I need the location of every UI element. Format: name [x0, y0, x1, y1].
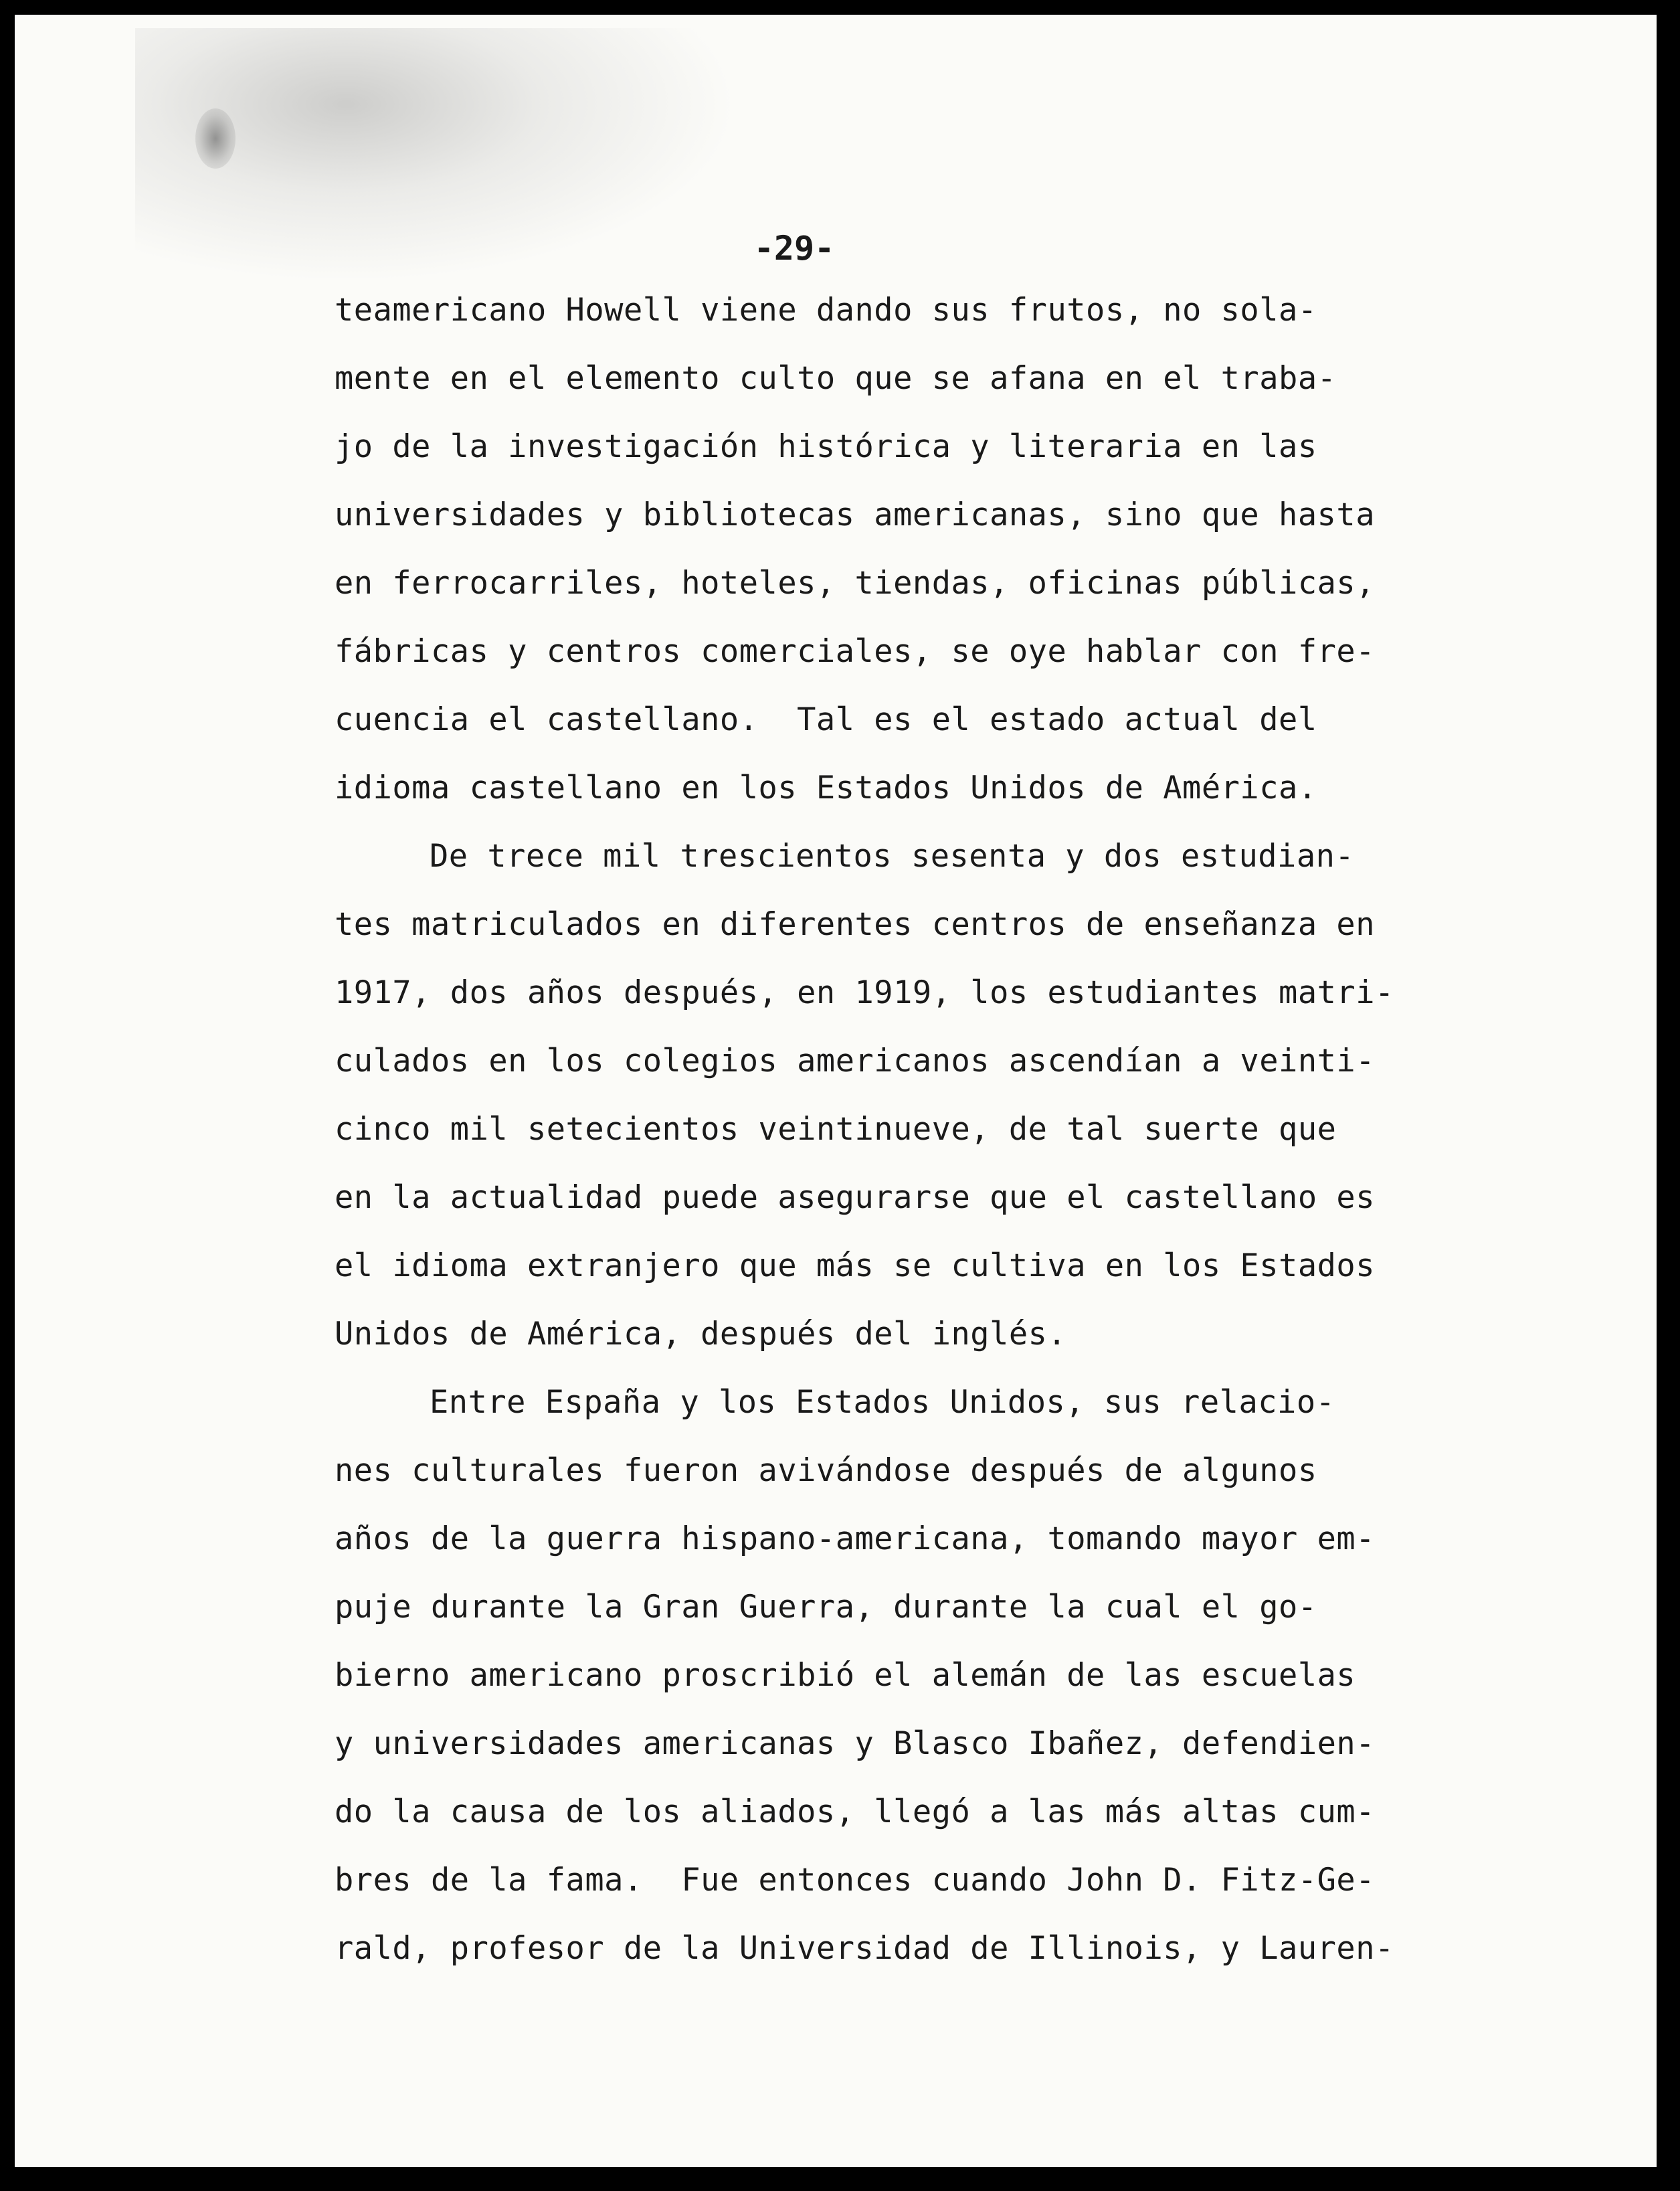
- text-line: cuencia el castellano. Tal es el estado actual del: [335, 701, 1317, 738]
- text-line: y universidades americanas y Blasco Ibañez, defendien-: [335, 1725, 1376, 1762]
- text-line: en la actualidad puede asegurarse que el castellano es: [335, 1179, 1376, 1216]
- text-line: teamericano Howell viene dando sus frutos, no sola-: [335, 292, 1317, 329]
- text-line: fábricas y centros comerciales, se oye hablar con fre-: [335, 633, 1376, 670]
- text-line: nes culturales fueron avivándose después de algunos: [335, 1452, 1317, 1489]
- text-line: jo de la investigación histórica y literaria en las: [335, 428, 1317, 465]
- text-line: culados en los colegios americanos ascendían a veinti-: [335, 1043, 1376, 1079]
- text-line: Unidos de América, después del inglés.: [335, 1316, 1067, 1352]
- scan-blot: [195, 108, 236, 169]
- text-line: Entre España y los Estados Unidos, sus relacio-: [430, 1384, 1335, 1421]
- text-line: el idioma extranjero que más se cultiva en los Estados: [335, 1247, 1376, 1284]
- text-line: en ferrocarriles, hoteles, tiendas, oficinas públicas,: [335, 565, 1376, 602]
- page-number: -29-: [753, 229, 835, 268]
- text-line: 1917, dos años después, en 1919, los estudiantes matri-: [335, 974, 1394, 1011]
- text-line: puje durante la Gran Guerra, durante la cual el go-: [335, 1589, 1317, 1626]
- text-line: tes matriculados en diferentes centros de enseñanza en: [335, 906, 1376, 943]
- text-line: bres de la fama. Fue entonces cuando John D. Fitz-Ge-: [335, 1862, 1376, 1899]
- text-line: universidades y bibliotecas americanas, sino que hasta: [335, 497, 1376, 533]
- document-page: [15, 15, 1657, 2167]
- text-line: De trece mil trescientos sesenta y dos estudian-: [430, 838, 1355, 875]
- text-line: años de la guerra hispano-americana, tomando mayor em-: [335, 1520, 1376, 1557]
- text-line: bierno americano proscribió el alemán de las escuelas: [335, 1657, 1356, 1694]
- text-line: idioma castellano en los Estados Unidos de América.: [335, 770, 1317, 806]
- text-line: cinco mil setecientos veintinueve, de tal suerte que: [335, 1111, 1337, 1148]
- text-line: mente en el elemento culto que se afana en el traba-: [335, 360, 1337, 397]
- text-line: do la causa de los aliados, llegó a las más altas cum-: [335, 1793, 1376, 1830]
- text-line: rald, profesor de la Universidad de Illinois, y Lauren-: [335, 1930, 1394, 1967]
